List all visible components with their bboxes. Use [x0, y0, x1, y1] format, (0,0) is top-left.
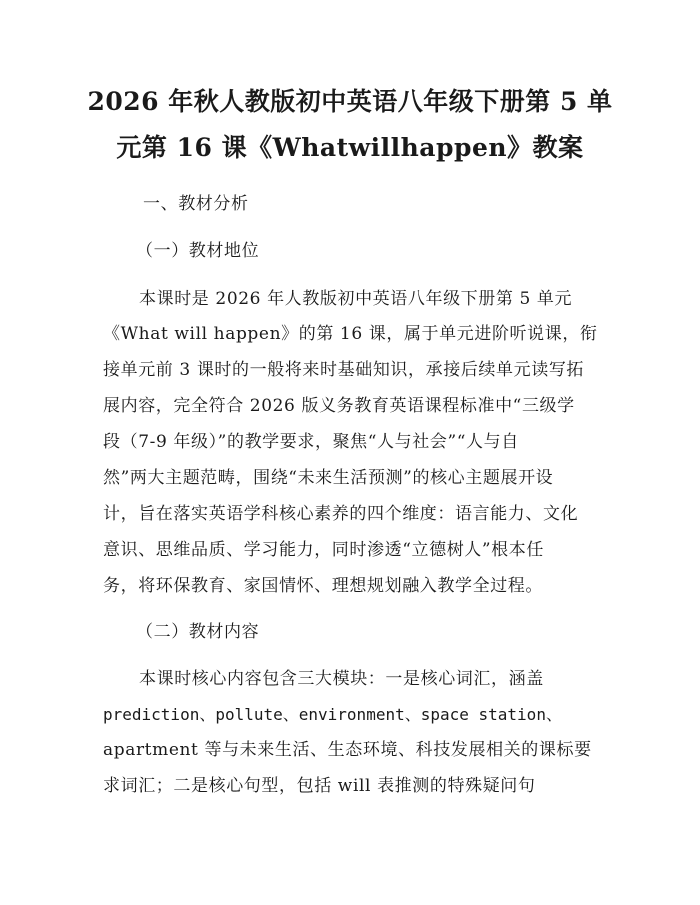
subsection-heading: （一）教材地位 — [136, 241, 260, 261]
paragraph-line: 求词汇；二是核心句型，包括 will 表推测的特殊疑问句 — [103, 776, 536, 796]
section-heading: 一、教材分析 — [143, 194, 249, 214]
paragraph-line: 接单元前 3 课时的一般将来时基础知识，承接后续单元读写拓 — [103, 360, 585, 380]
paragraph-line: prediction、pollute、environment、space station、 — [103, 705, 562, 724]
paragraph-line: 展内容，完全符合 2026 版义务教育英语课程标准中“三级学 — [103, 396, 575, 416]
document-title-line-1: 2026 年秋人教版初中英语八年级下册第 5 单 — [87, 87, 613, 116]
subsection-heading: （二）教材内容 — [136, 622, 260, 642]
paragraph-line: 计，旨在落实英语学科核心素养的四个维度：语言能力、文化 — [103, 504, 579, 524]
document-title-line-2: 元第 16 课《Whatwillhappen》教案 — [116, 133, 584, 162]
paragraph-line: 务，将环保教育、家国情怀、理想规划融入教学全过程。 — [103, 576, 543, 596]
paragraph-line: 《What will happen》的第 16 课，属于单元进阶听说课，衔 — [103, 324, 598, 344]
paragraph-line: apartment 等与未来生活、生态环境、科技发展相关的课标要 — [103, 740, 592, 760]
paragraph-line: 本课时是 2026 年人教版初中英语八年级下册第 5 单元 — [139, 289, 573, 309]
paragraph-line: 意识、思维品质、学习能力，同时渗透“立德树人”根本任 — [103, 540, 544, 560]
paragraph-line: 然”两大主题范畴，围绕“未来生活预测”的核心主题展开设 — [103, 468, 554, 488]
paragraph-line: 本课时核心内容包含三大模块：一是核心词汇，涵盖 — [139, 669, 544, 689]
paragraph-line: 段（7-9 年级）”的教学要求，聚焦“人与社会”“人与自 — [103, 432, 519, 452]
